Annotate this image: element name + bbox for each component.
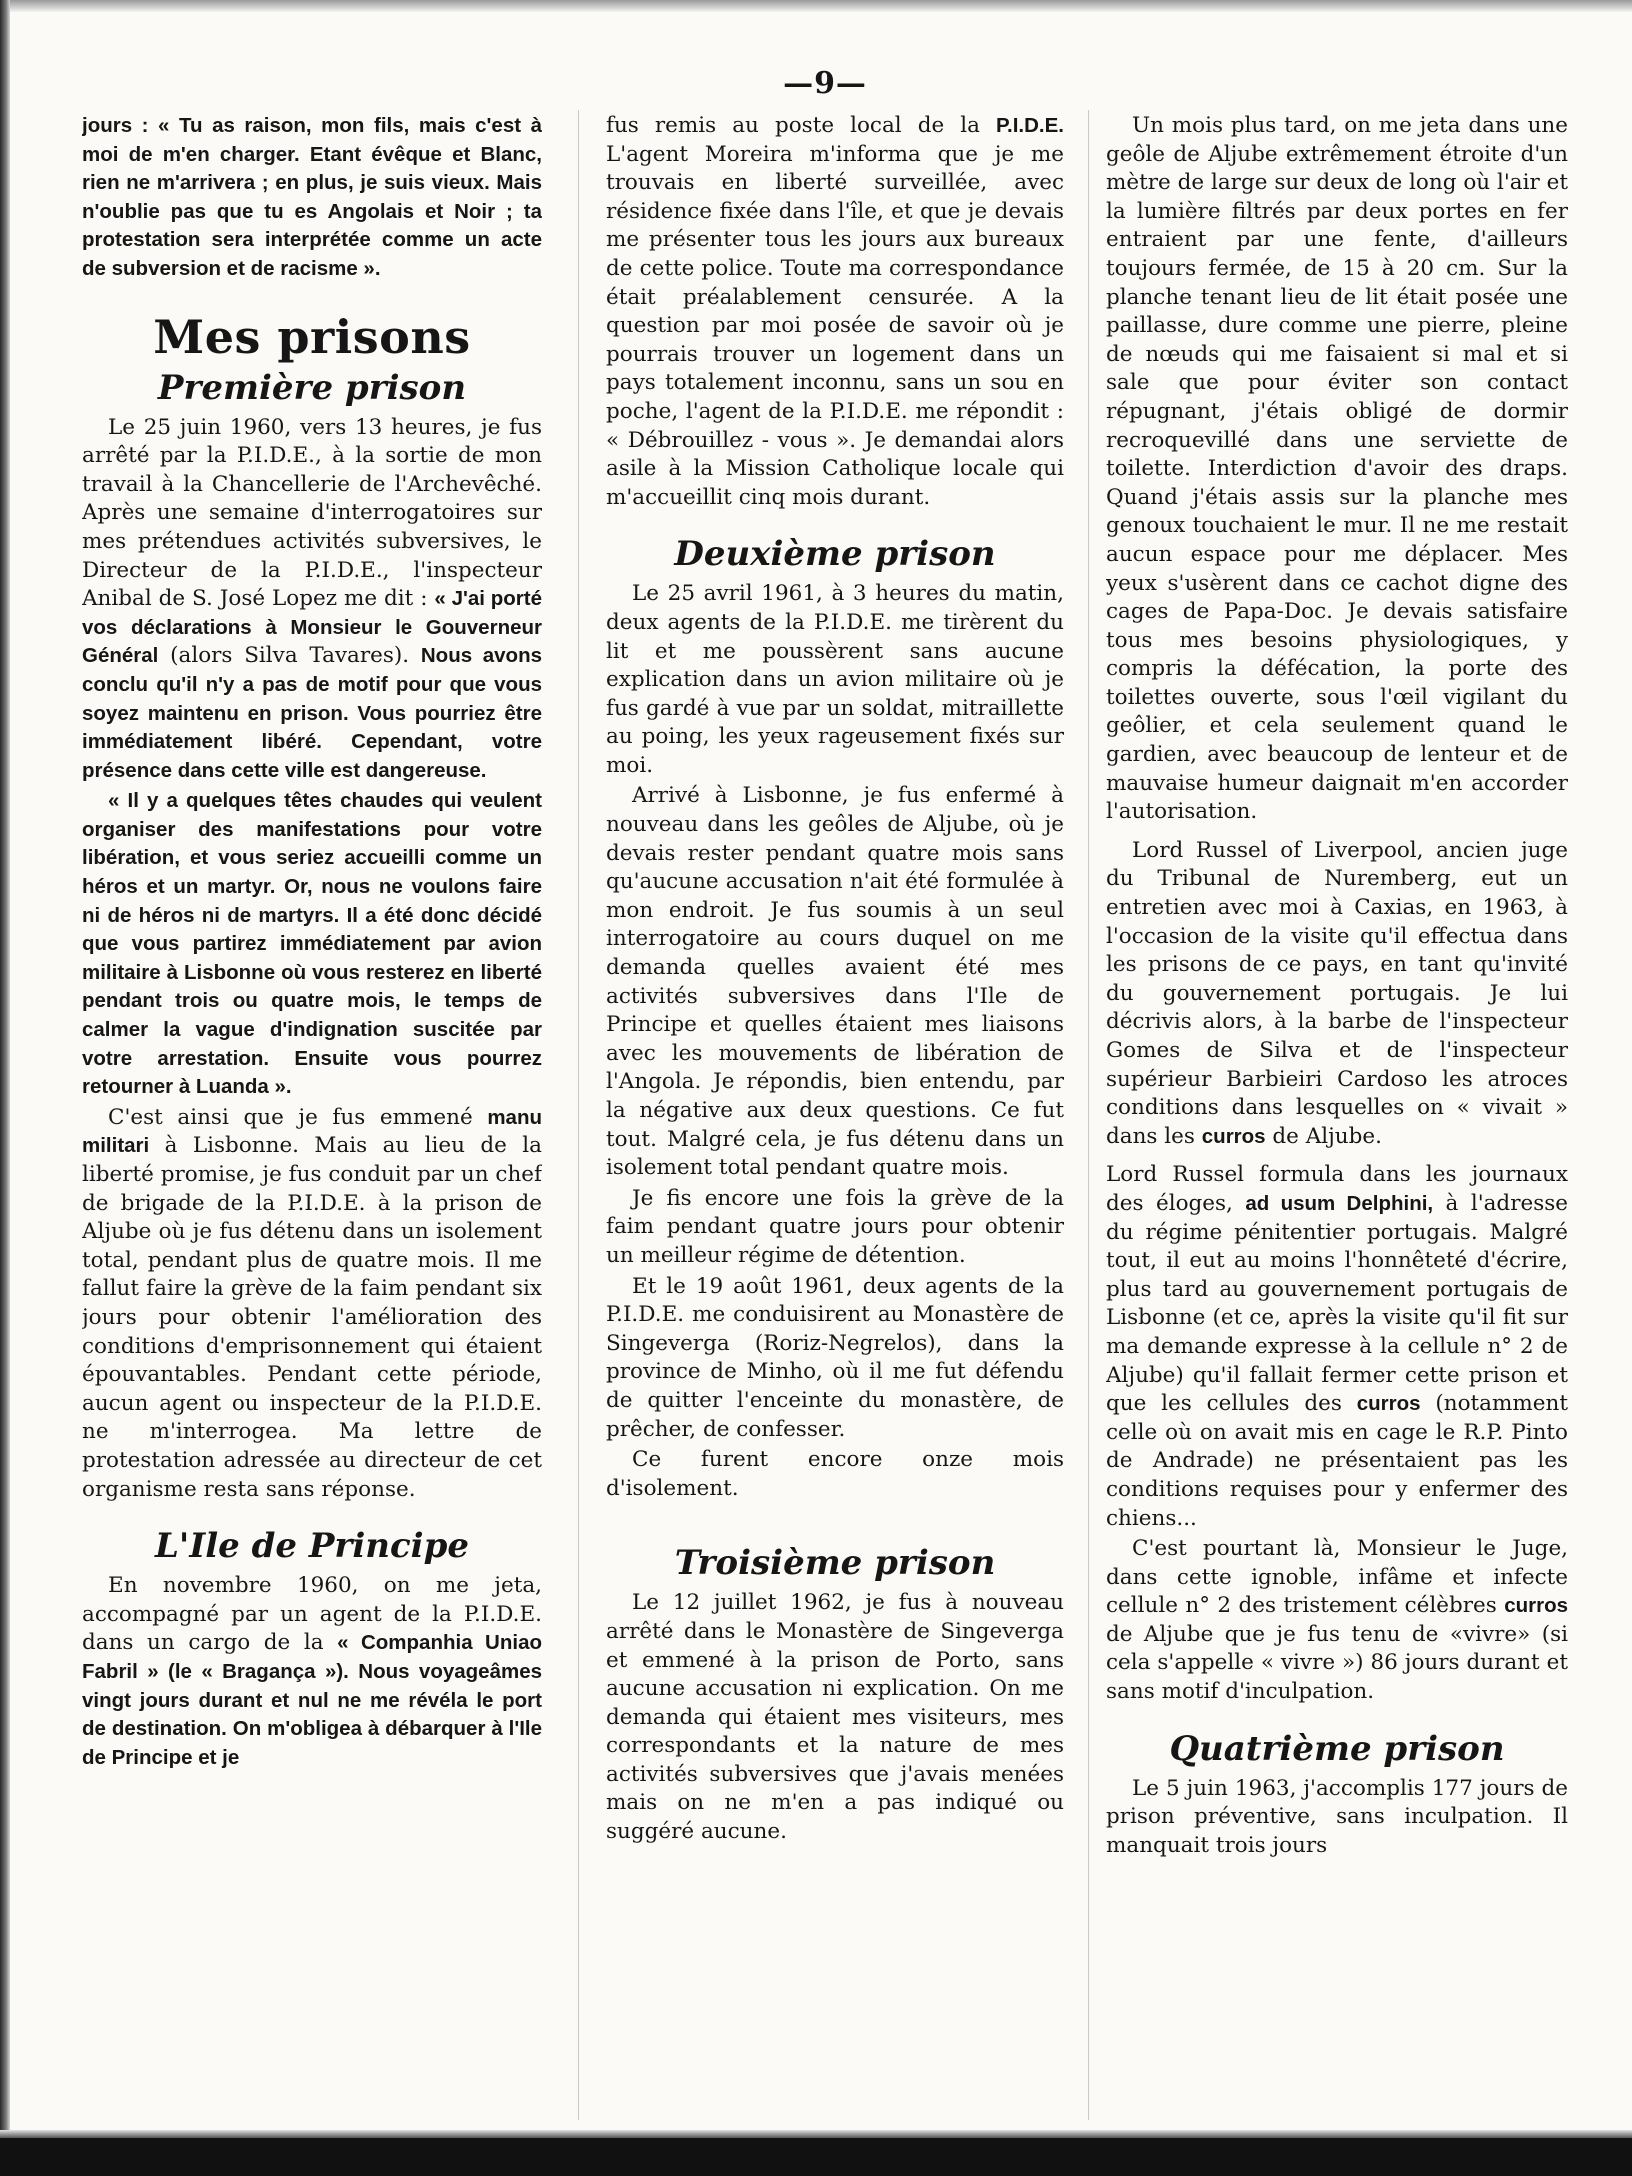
paragraph bbox=[82, 414, 542, 786]
subheading-deuxieme-prison: Deuxième prison bbox=[674, 534, 996, 575]
text-run-bold: « J'ai porté vos déclarations à Monsieur le Gouverneur Général bbox=[82, 587, 542, 668]
column-divider bbox=[1088, 110, 1089, 2120]
paragraph bbox=[1106, 837, 1568, 1152]
text-run: L'agent Moreira m'informa que je me trouvais en liberté surveillée, avec résidence fixée dans l'île, et que je devais me présenter tous les jours aux bureaux de cette police. Toute ma correspondance était préalablement censurée. A la question par moi posée de savoir où je pourrais trouver un logement dans un pays totalement inconnu, sans un sou en poche, l'agent de la P.I.D.E. me répondit : « Débrouillez - vous ». Je demandai alors asile à la Mission Catholique locale qui m'accueillit cinq mois durant. bbox=[606, 141, 1064, 510]
paragraph bbox=[82, 1104, 542, 1504]
text-run-bold: curros bbox=[1201, 1124, 1266, 1148]
scan-bottom-edge bbox=[0, 2138, 1632, 2176]
paragraph: Ce furent encore onze mois d'isolement. bbox=[606, 1447, 1064, 1501]
text-run: (notamment celle où on avait mis en cage le R.P. Pinto de Andrade) ne présentaient pas les conditions requises pour y enfermer des chiens... bbox=[1106, 1391, 1568, 1531]
scan-bottom-edge-line bbox=[0, 2130, 1632, 2138]
text-run-bold: ad usum Delphini, bbox=[1245, 1191, 1434, 1215]
subheading-ile-de-principe: L'Ile de Principe bbox=[155, 1526, 469, 1567]
subheading-troisieme-prison: Troisième prison bbox=[674, 1543, 996, 1584]
text-run: de Aljube que je fus tenu de «vivre» (si cela s'appelle « vivre ») 86 jours durant et sans motif d'inculpation. bbox=[1106, 1621, 1568, 1705]
text-run: Lord Russel formula dans les journaux des éloges, bbox=[1106, 1162, 1568, 1216]
section-title: Mes prisons bbox=[153, 309, 471, 364]
paragraph: Et le 19 août 1961, deux agents de la P.I.D.E. me conduisirent au Monastère de Singeverga (Roriz-Negrelos), dans la province de Minho, où il me fut défendu de quitter l'enceinte du monastère, de prêcher, de confesser. bbox=[606, 1273, 1064, 1442]
paragraph bbox=[82, 1572, 542, 1772]
paragraph: Un mois plus tard, on me jeta dans une geôle de Aljube extrêmement étroite d'un mètre de large sur deux de long où l'air et la lumière filtrés par deux portes en fer entraient par une fente, d'ailleurs toujours fermée, de 15 à 20 cm. Sur la planche tenant lieu de lit était posée une paillasse, dure comme une pierre, pleine de nœuds qui me faisaient si mal et si sale que pour éviter son contact répugnant, j'étais obligé de dormir recroquevillé dans une serviette de toilette. Interdiction d'avoir des draps. Quand j'étais assis sur la planche mes genoux touchaient le mur. Il ne me restait aucun espace pour me déplacer. Mes yeux s'usèrent dans ce cachot digne des cages de Papa-Doc. Je devais satisfaire tous mes besoins physiologiques, y compris la défécation, la porte des toilettes ouverte, sous l'œil vigilant du geôlier, et cela seulement quand le gardien, avec beaucoup de lenteur et de mauvaise humeur daignait m'en accorder l'autorisation. bbox=[1106, 113, 1568, 825]
text-run: à l'adresse du régime pénitentier portugais. Malgré tout, il eut au moins l'honnêteté d'écrire, plus tard au gouvernement portugais de Lisbonne (et ce, après la visite qu'il fit sur ma demande expresse à la cellule n° 2 de Aljube) qu'il fallait fermer cette prison et que les cellules des bbox=[1106, 1190, 1568, 1417]
paragraph: jours : « Tu as raison, mon fils, mais c'est à moi de m'en charger. Etant évêque et Blanc, rien ne m'arrivera ; en plus, je suis vieux. Mais n'oublie pas que tu es Angolais et Noir ; ta protestation sera interprétée comme un acte de subversion et de racisme ». bbox=[82, 114, 542, 280]
text-run: Le 25 juin 1960, vers 13 heures, je fus arrêté par la P.I.D.E., à la sortie de mon travail à la Chancellerie de l'Archevêché. Après une semaine d'interrogatoires sur mes prétendues activités subversives, le Directeur de la P.I.D.E., l'inspecteur Anibal de S. José Lopez me dit : bbox=[82, 414, 542, 612]
text-run: de Aljube. bbox=[1265, 1123, 1382, 1149]
scan-top-edge bbox=[0, 0, 1632, 12]
text-run-bold: curros bbox=[1356, 1392, 1421, 1416]
paragraph bbox=[1106, 1535, 1568, 1707]
text-run: C'est pourtant là, Monsieur le Juge, dans cette ignoble, infâme et infecte cellule n° 2 des tristement célèbres bbox=[1106, 1536, 1568, 1619]
paragraph: Le 25 avril 1961, à 3 heures du matin, deux agents de la P.I.D.E. me tirèrent du lit et me poussèrent sans aucune explication dans un avion militaire où je fus gardé à vue par un soldat, mitraillette au poing, les yeux rageusement fixés sur moi. bbox=[606, 581, 1064, 778]
paragraph bbox=[606, 112, 1064, 512]
text-run: fus remis au poste local de la bbox=[606, 113, 996, 138]
text-run: C'est ainsi que je fus emmené bbox=[108, 1104, 488, 1130]
text-run: à Lisbonne. Mais au lieu de la liberté promise, je fus conduit par un chef de brigade de la P.I.D.E. à la prison de Aljube où je fus détenu dans un isolement total, pendant plus de quatre mois. Il me fallut faire la grève de la faim pendant six jours pour obtenir l'amélioration des conditions d'emprisonnement qui étaient épouvantables. Pendant cette période, aucun agent ou inspecteur de la P.I.D.E. ne m'interrogea. Ma lettre de protestation adressée au directeur de cet organisme resta sans réponse. bbox=[82, 1133, 542, 1502]
text-run: (alors Silva Tavares). bbox=[158, 643, 421, 669]
text-run: En novembre 1960, on me jeta, accompagné par un agent de la P.I.D.E. dans un cargo de la bbox=[82, 1573, 542, 1656]
paragraph: « Il y a quelques têtes chaudes qui veulent organiser des manifestations pour votre libération, et vous seriez accueilli comme un héros et un martyr. Or, nous ne voulons faire ni de héros ni de martyrs. Il a été donc décidé que vous partirez immédiatement par avion militaire à Lisbonne où vous resterez en liberté pendant trois ou quatre mois, le temps de calmer la vague d'indignation suscitée par votre arrestation. Ensuite vous pourrez retourner à Luanda ». bbox=[82, 789, 542, 1099]
paragraph: Je fis encore une fois la grève de la faim pendant quatre jours pour obtenir un meilleur régime de détention. bbox=[606, 1185, 1064, 1268]
subheading-quatrieme-prison: Quatrième prison bbox=[1169, 1728, 1505, 1769]
text-run-bold: P.I.D.E. bbox=[996, 114, 1064, 137]
text-run-bold: Nous avons conclu qu'il n'y a pas de motif pour que vous soyez maintenu en prison. Vous pourriez être immédiatement libéré. Cependant, votre présence dans cette ville est dangereuse. bbox=[82, 644, 542, 782]
text-run-bold: manu militari bbox=[82, 1105, 542, 1158]
scan-left-edge bbox=[0, 0, 10, 2176]
text-run-bold: curros bbox=[1504, 1594, 1568, 1618]
paragraph: Le 12 juillet 1962, je fus à nouveau arrêté dans le Monastère de Singeverga et emmené à la prison de Porto, sans aucune accusation ni explication. On me demanda qui étaient mes visiteurs, mes correspondants et la nature de mes activités subversives que j'avais menées mais on ne m'en a pas indiqué ou suggéré aucune. bbox=[606, 1590, 1064, 1845]
column-2 bbox=[606, 112, 1064, 2122]
subheading-premiere-prison: Première prison bbox=[157, 367, 467, 408]
text-run-bold: « Companhia Uniao Fabril » (le « Bragança »). Nous voyageâmes vingt jours durant et nul ne me révéla le port de destination. bbox=[82, 1631, 542, 1741]
column-divider bbox=[578, 110, 579, 2120]
text-run-bold: On m'obligea à débarquer à l'Ile de Principe et je bbox=[82, 1717, 542, 1769]
page-number: —9— bbox=[783, 66, 867, 101]
column-3 bbox=[1106, 112, 1568, 2122]
paragraph bbox=[1106, 1161, 1568, 1533]
paragraph: Le 5 juin 1963, j'accomplis 177 jours de prison préventive, sans inculpation. Il manquait trois jours bbox=[1106, 1775, 1568, 1858]
paragraph: Arrivé à Lisbonne, je fus enfermé à nouveau dans les geôles de Aljube, où je devais rester pendant quatre mois sans qu'aucune accusation n'ait été formulée à mon endroit. Je fus soumis à un seul interrogatoire au cours duquel on me demanda quelles avaient été mes activités subversives dans l'Ile de Principe et quelles étaient mes liaisons avec les mouvements de libération de l'Angola. Je répondis, bien entendu, par la négative aux deux questions. Ce fut tout. Malgré cela, je fus détenu dans un isolement total pendant quatre mois. bbox=[606, 783, 1064, 1181]
text-run: Lord Russel of Liverpool, ancien juge du Tribunal de Nuremberg, eut un entretien avec moi à Caxias, en 1963, à l'occasion de la visite qu'il effectua dans les prisons de ce pays, en tant qu'invité du gouvernement portugais. Je lui décrivis alors, à la barbe de l'inspecteur Gomes de Silva et de l'inspecteur supérieur Barbieiri Cardoso les atroces conditions dans lesquelles on « vivait » dans les bbox=[1106, 837, 1568, 1149]
column-1 bbox=[82, 112, 542, 2122]
